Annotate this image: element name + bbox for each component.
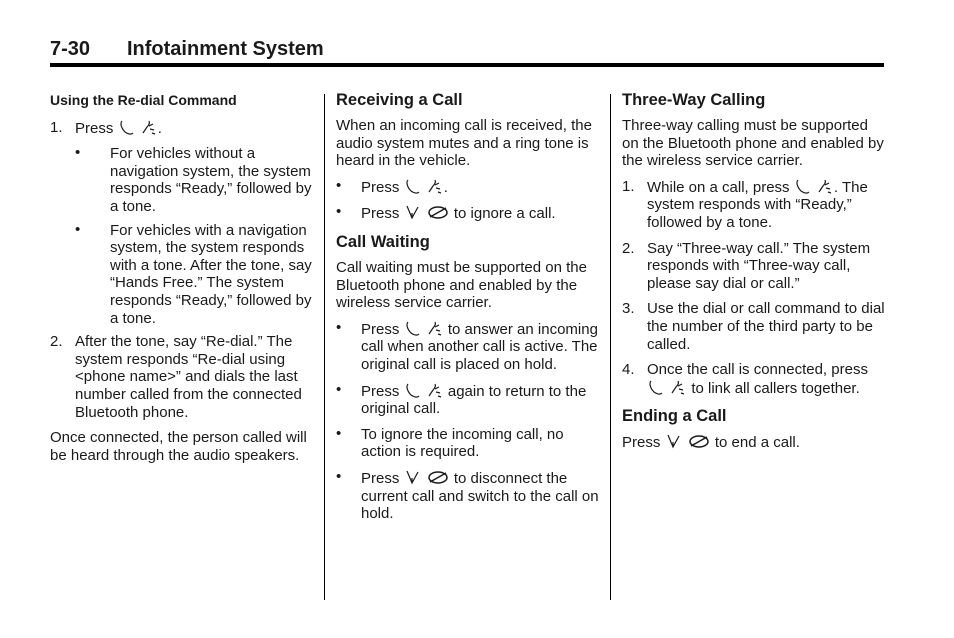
step-number: 1. bbox=[622, 177, 635, 195]
header-rule bbox=[50, 63, 884, 67]
voice-icon bbox=[426, 320, 444, 337]
end-call-icon bbox=[665, 433, 683, 450]
three-way-step-3 bbox=[622, 300, 886, 353]
bullet-text-end: again to return to the original call. bbox=[361, 382, 587, 418]
step-text: Use the dial or call command to dial the number of the third party to be called. bbox=[647, 300, 885, 353]
step-text: While on a call, press bbox=[647, 178, 790, 196]
voice-icon bbox=[140, 119, 158, 136]
waiting-bullet-4 bbox=[336, 469, 600, 523]
bullet: • bbox=[336, 318, 342, 336]
waiting-bullet-3 bbox=[336, 426, 600, 461]
voice-icon bbox=[426, 382, 444, 399]
bullet: • bbox=[75, 220, 81, 238]
end-call-icon bbox=[404, 204, 422, 221]
page-header bbox=[50, 38, 884, 64]
voice-icon bbox=[426, 178, 444, 195]
step-number: 4. bbox=[622, 361, 635, 379]
page-number: 7-30 bbox=[50, 38, 91, 60]
phone-icon bbox=[794, 178, 812, 195]
para-text: Press bbox=[622, 434, 661, 452]
voice-icon bbox=[816, 178, 834, 195]
bullet-text: Press bbox=[361, 382, 400, 400]
waiting-bullet-1 bbox=[336, 320, 600, 374]
column-3 bbox=[622, 90, 886, 460]
redial-bullet-1 bbox=[50, 145, 314, 215]
bullet: • bbox=[336, 176, 342, 194]
step-text: Press bbox=[75, 119, 114, 137]
bullet-text-end: . bbox=[443, 178, 448, 196]
call-waiting-heading: Call Waiting bbox=[336, 232, 430, 251]
voice-icon bbox=[669, 379, 687, 396]
page-title: Infotainment System bbox=[127, 38, 324, 60]
step-text: Once the call is connected, press bbox=[647, 361, 868, 379]
receiving-bullet-2 bbox=[336, 204, 600, 223]
receiving-bullet-1 bbox=[336, 178, 600, 197]
ending-call-heading: Ending a Call bbox=[622, 407, 727, 426]
bullet-text: For vehicles without a navigation system, the system responds “Ready,” followed by a tone. bbox=[110, 145, 312, 215]
redial-step-1 bbox=[50, 119, 314, 138]
step-text: After the tone, say “Re-dial.” The system responds “Re-dial using <phone name>” and dials the last number called from the connected Bluetooth phone. bbox=[75, 333, 302, 421]
step-text-end: to link all callers together. bbox=[691, 379, 860, 397]
receiving-call-paragraph: When an incoming call is received, the audio system mutes and a ring tone is heard in the vehicle. bbox=[336, 117, 592, 170]
step-text-end: . bbox=[157, 119, 162, 137]
three-way-paragraph: Three-way calling must be supported on the Bluetooth phone and enabled by the wireless service carrier. bbox=[622, 117, 884, 170]
para-text-end: to end a call. bbox=[714, 434, 800, 452]
phone-icon bbox=[404, 382, 422, 399]
bullet-text: Press bbox=[361, 205, 400, 223]
hang-up-icon bbox=[426, 469, 450, 486]
redial-heading: Using the Re-dial Command bbox=[50, 92, 237, 108]
bullet-text: Press bbox=[361, 469, 400, 487]
three-way-step-4 bbox=[622, 361, 886, 397]
step-text: Say “Three-way call.” The system responds with “Three-way call, please say dial or call.” bbox=[647, 239, 871, 292]
column-2 bbox=[336, 90, 600, 531]
step-number: 2. bbox=[622, 239, 635, 257]
phone-icon bbox=[118, 119, 136, 136]
waiting-bullet-2 bbox=[336, 382, 600, 418]
three-way-step-1 bbox=[622, 178, 886, 232]
redial-step-2 bbox=[50, 333, 314, 421]
three-way-heading: Three-Way Calling bbox=[622, 91, 766, 109]
bullet: • bbox=[75, 144, 81, 162]
three-way-step-2 bbox=[622, 240, 886, 293]
bullet: • bbox=[336, 203, 342, 221]
bullet: • bbox=[336, 380, 342, 398]
column-divider-2 bbox=[610, 94, 611, 600]
step-number: 2. bbox=[50, 333, 63, 351]
bullet-text: Press bbox=[361, 320, 400, 338]
step-number: 1. bbox=[50, 118, 63, 136]
end-call-icon bbox=[404, 469, 422, 486]
receiving-call-heading: Receiving a Call bbox=[336, 91, 463, 109]
hang-up-icon bbox=[687, 433, 711, 450]
bullet-text: For vehicles with a navigation system, the system responds with a tone. After the tone, say “Hands Free.” The system responds “Ready,” followed by a tone. bbox=[110, 221, 312, 327]
redial-paragraph: Once connected, the person called will be heard through the audio speakers. bbox=[50, 429, 307, 464]
ending-call-paragraph bbox=[622, 433, 886, 452]
bullet: • bbox=[336, 467, 342, 485]
hang-up-icon bbox=[426, 204, 450, 221]
redial-bullet-2 bbox=[50, 222, 314, 328]
phone-icon bbox=[404, 320, 422, 337]
phone-icon bbox=[647, 379, 665, 396]
call-waiting-paragraph: Call waiting must be supported on the Bluetooth phone and enabled by the wireless service carrier. bbox=[336, 258, 587, 312]
bullet-text-end: to disconnect the current call and switch to the call on hold. bbox=[361, 469, 599, 523]
bullet-text-end: to ignore a call. bbox=[453, 205, 556, 223]
bullet-text: Press bbox=[361, 178, 400, 196]
column-1 bbox=[50, 90, 314, 472]
bullet: • bbox=[336, 424, 342, 442]
bullet-text: To ignore the incoming call, no action is required. bbox=[361, 425, 564, 461]
column-divider-1 bbox=[324, 94, 325, 600]
step-text-end: . The system responds with “Ready,” followed by a tone. bbox=[647, 178, 868, 231]
step-number: 3. bbox=[622, 300, 635, 318]
phone-icon bbox=[404, 178, 422, 195]
bullet-text-end: to answer an incoming call when another call is active. The original call is placed on hold. bbox=[361, 320, 598, 373]
